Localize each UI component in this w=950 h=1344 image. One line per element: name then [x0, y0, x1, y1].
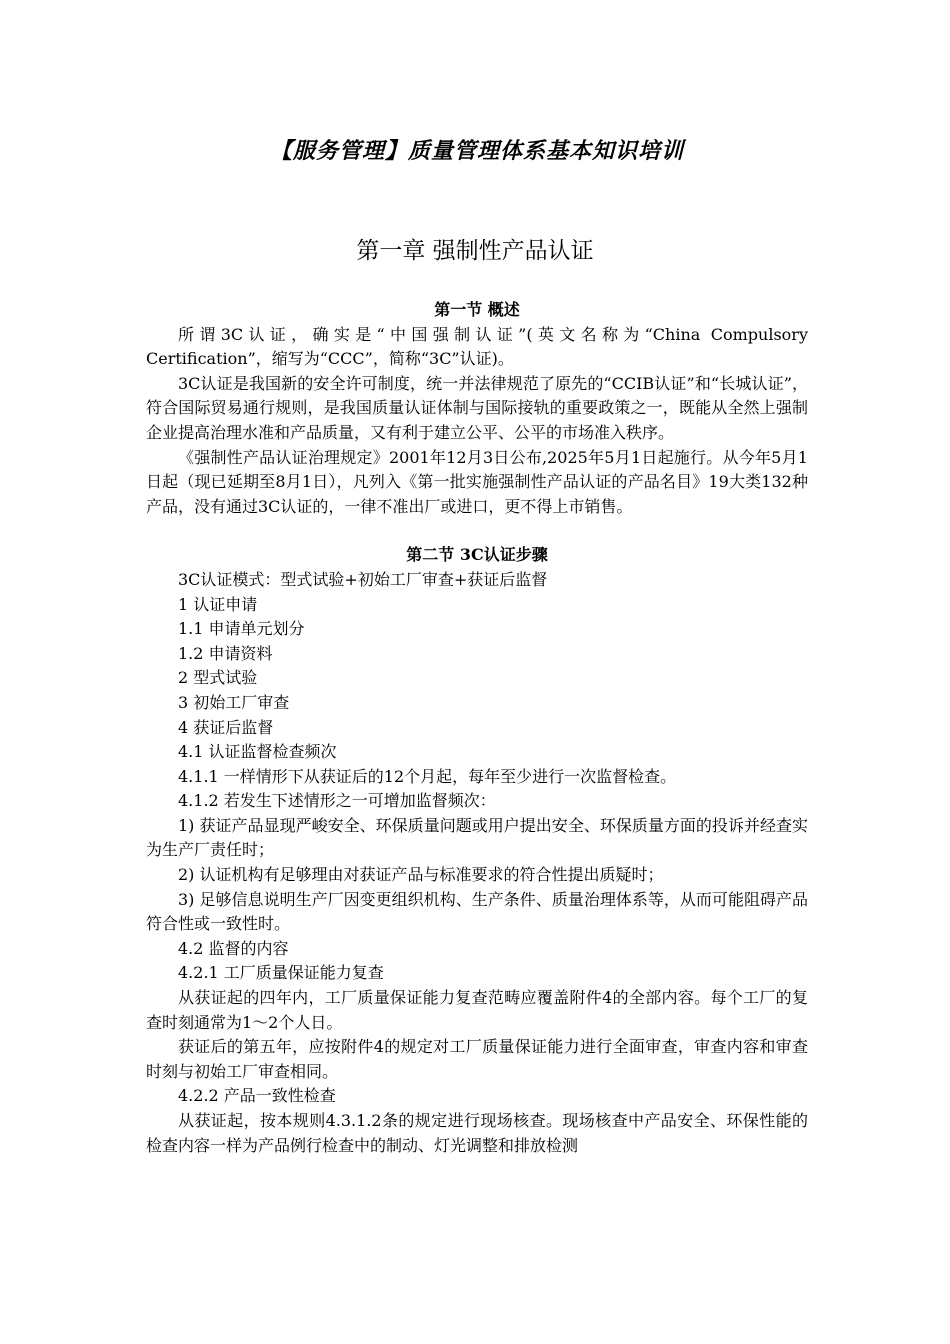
paragraph: 获证后的第五年，应按附件4的规定对工厂质量保证能力进行全面审查，审查内容和审查时刻与初始工厂审查相同。	[146, 1037, 808, 1081]
subsection-heading: 4.2 监督的内容	[178, 938, 289, 958]
case-item: 2) 认证机构有足够理由对获证产品与标准要求的符合性提出质疑时；	[178, 865, 664, 885]
list-item: 1.1 申请单元划分	[178, 619, 305, 639]
list-item: 2 型式试验	[178, 668, 258, 688]
list-item: 4.1.2 若发生下述情形之一可增加监督频次：	[178, 791, 496, 811]
section-heading-steps: 第二节 3C认证步骤	[406, 545, 548, 565]
section-heading-overview: 第一节 概述	[434, 300, 520, 319]
list-item: 4.1.1 一样情形下从获证后的12个月起，每年至少进行一次监督检查。	[178, 766, 677, 786]
case-item: 1) 获证产品显现严峻安全、环保质量问题或用户提出安全、环保质量方面的投诉并经查实为生产厂责任时；	[146, 815, 808, 860]
paragraph: 从获证起，按本规则4.3.1.2条的规定进行现场核查。现场核查中产品安全、环保性能的检查内容一样为产品例行检查中的制动、灯光调整和排放检测	[146, 1111, 808, 1155]
chapter-title: 第一章 强制性产品认证	[356, 238, 594, 264]
paragraph: 从获证起的四年内，工厂质量保证能力复查范畴应覆盖附件4的全部内容。每个工厂的复查时刻通常为1～2个人日。	[146, 988, 808, 1032]
paragraph: 《强制性产品认证治理规定》2001年12月3日公布,2025年5月1日起施行。从今年5月1日起（现已延期至8月1日），凡列入《第一批实施强制性产品认证的产品名目》19大类132种产品，没有通过3C认证的，一律不准出厂或进口，更不得上市销售。	[146, 447, 808, 516]
list-item: 4.1 认证监督检查频次	[178, 742, 337, 762]
subsection-heading: 4.2.1 工厂质量保证能力复查	[178, 963, 384, 983]
certification-mode: 3C认证模式：型式试验+初始工厂审查+获证后监督	[178, 569, 548, 589]
list-item: 1.2 申请资料	[178, 643, 273, 663]
list-item: 1 认证申请	[178, 594, 258, 614]
case-item: 3) 足够信息说明生产厂因变更组织机构、生产条件、质量治理体系等，从而可能阻碍产品符合性或一致性时。	[146, 889, 808, 934]
paragraph: 所谓3C认证，确实是“中国强制认证”(英文名称为“China Compulsory Certification”，缩写为“CCC”，简称“3C”认证)。	[146, 324, 808, 369]
paragraph: 3C认证是我国新的安全许可制度，统一并法律规范了原先的“CCIB认证”和“长城认证”，符合国际贸易通行规则，是我国质量认证体制与国际接轨的重要政策之一，既能从全然上强制企业提高治理水准和产品质量，又有利于建立公平、公平的市场准入秩序。	[146, 373, 808, 442]
subsection-heading: 4.2.2 产品一致性检查	[178, 1086, 336, 1106]
document-body	[146, 298, 808, 1158]
list-item: 4 获证后监督	[178, 717, 274, 737]
document-title: 【服务管理】质量管理体系基本知识培训	[270, 139, 685, 164]
list-item: 3 初始工厂审查	[178, 692, 290, 712]
